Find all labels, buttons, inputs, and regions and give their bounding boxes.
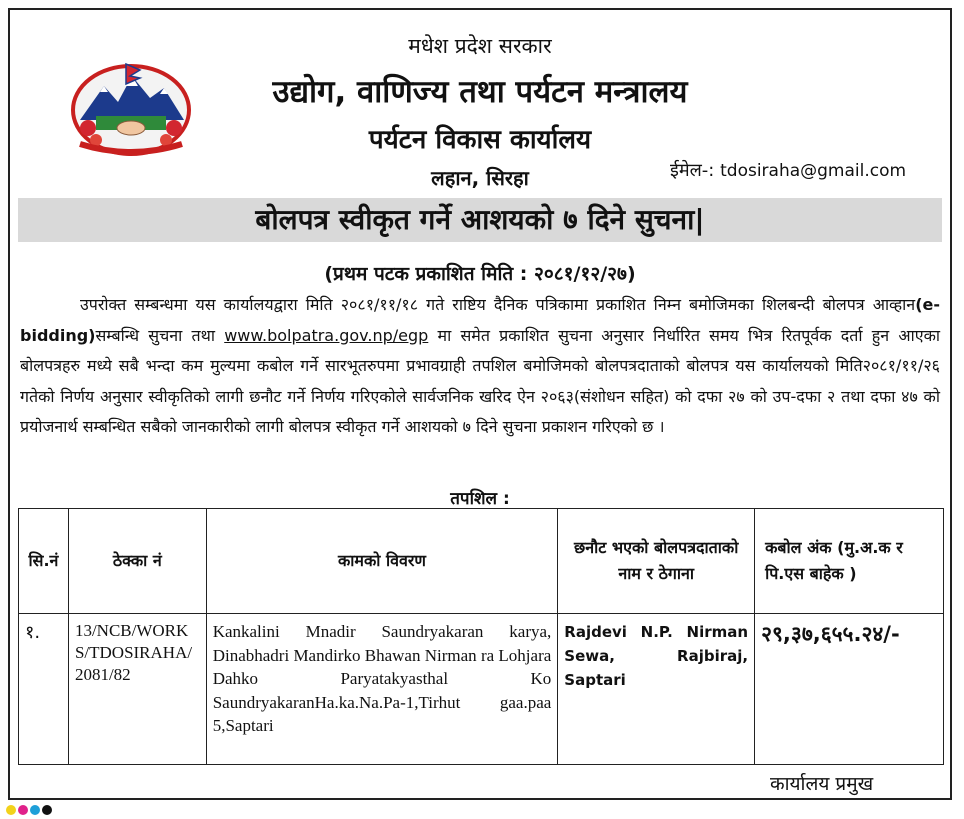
office-name: पर्यटन विकास कार्यालय <box>368 125 592 155</box>
notice-title: बोलपत्र स्वीकृत गर्ने आशयको ७ दिने सुचना| <box>18 198 942 242</box>
email-label: ईमेल-: <box>670 160 715 181</box>
body-part-3: मा समेत प्रकाशित सुचना अनुसार निर्धारित समय भित्र रितपूर्वक दर्ता हुन आएका बोलपत्रहरु मध्ये सबै भन्दा कम मुल्यमा कबोल गर्ने सारभूतरुपमा प्रभावग्राही तपशिल बमोजिमको बोलपत्रदाताको बोलपत्र यस कार्यालयको मिति२०८१/११/२६ गतेको निर्णय अनुसार स्वीकृतिको लागी छनौट गर्ने निर्णय गरिएकोले सार्वजनिक खरिद ऐन २०६३(संशोधन सहित) को दफा २७ को उप-दफा २ तथा दफा ४७ को प्रयोजनार्थ सम्बन्धित सबैको जानकारीको लागी बोलपत्र स्वीकृत गर्ने आशयको ७ दिने सुचना प्रकाशन गरिएको छ । <box>20 325 941 436</box>
body-bold-ebidding: (e-bidding) <box>20 295 941 345</box>
email-block <box>670 158 906 182</box>
table-header-row <box>19 509 944 614</box>
body-part-2: सम्बन्धि सुचना तथा <box>95 325 215 345</box>
header-amount: कबोल अंक (मु.अ.क र पि.एस बाहेक ) <box>755 509 944 614</box>
body-part-1: उपरोक्त सम्बन्धमा यस कार्यालयद्वारा मिति २०८१/११/१८ गते राष्टिय दैनिक पत्रिकामा प्रकाशित निम्न बमोजिमका शिलबन्दी बोलपत्र आव्हान <box>80 295 916 314</box>
cell-amount: २९,३७,६५५.२४/- <box>755 614 944 765</box>
bolpatra-link[interactable]: www.bolpatra.gov.np/egp <box>224 325 429 345</box>
notice-page <box>8 8 952 800</box>
cell-sn: १. <box>19 614 69 765</box>
office-head-signature: कार्यालय प्रमुख <box>770 773 874 795</box>
office-location: लहान, सिरहा <box>431 166 529 190</box>
bid-table <box>18 508 944 765</box>
contract-no-text: 13/NCB/WORKS/TDOSIRAHA/2081/82 <box>74 621 193 684</box>
cell-bidder: Rajdevi N.P. Nirman Sewa, Rajbiraj, Saptari <box>558 614 755 765</box>
ministry-name: उद्योग, वाणिज्य तथा पर्यटन मन्त्रालय <box>272 74 688 110</box>
province-government: मधेश प्रदेश सरकार <box>408 34 552 58</box>
cell-description: Kankalini Mnadir Saundryakaran karya, Dinabhadri Mandirko Bhawan Nirman ra Lohjara Dahko Paryatakyasthal Ko SaundryakaranHa.ka.Na.Pa-1,Tirhut gaa.paa 5,Saptari <box>206 614 558 765</box>
notice-body <box>20 290 940 443</box>
publication-date: (प्रथम पटक प्रकाशित मिति : २०८१/१२/२७) <box>324 263 636 285</box>
header-description: कामको विवरण <box>206 509 558 614</box>
header-sn: सि.नं <box>19 509 69 614</box>
details-heading: तपशिल : <box>450 489 510 509</box>
email-address[interactable]: tdosiraha@gmail.com <box>720 161 907 181</box>
header-bidder: छनौट भएको बोलपत्रदाताको नाम र ठेगाना <box>558 509 755 614</box>
cell-contract-no <box>68 614 206 765</box>
header-contract-no: ठेक्का नं <box>68 509 206 614</box>
table-row <box>19 614 944 765</box>
